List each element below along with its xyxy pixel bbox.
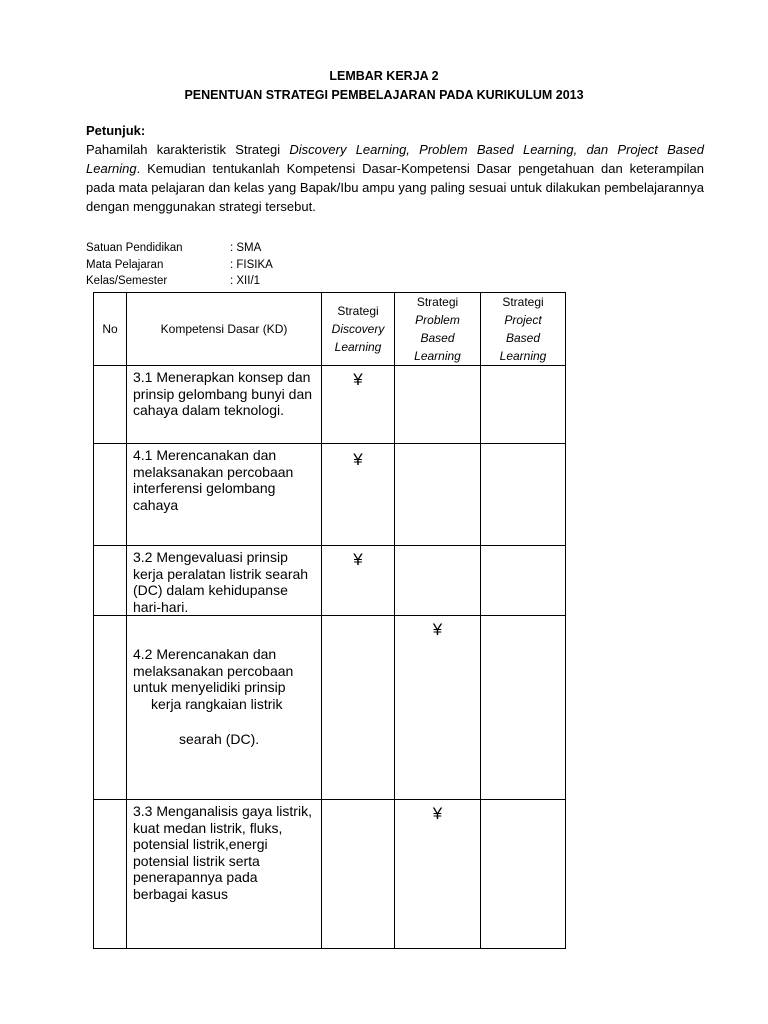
kd-cell [127, 546, 322, 616]
subject-label: Mata Pelajaran [86, 259, 164, 271]
problem-based-cell [395, 366, 481, 444]
discovery-cell [322, 546, 395, 616]
discovery-cell [322, 616, 395, 800]
header-no: No [94, 293, 127, 366]
table-header-row [94, 293, 566, 366]
problem-based-cell [395, 800, 481, 949]
subject-value: : FISIKA [230, 259, 273, 271]
check-mark: ¥ [432, 620, 443, 639]
table-row [94, 800, 566, 949]
project-based-cell [481, 616, 566, 800]
class-semester-label: Kelas/Semester [86, 275, 168, 287]
class-semester-value: : XII/1 [230, 275, 261, 287]
kd-text: 3.2 Mengevaluasi prinsip kerja peralatan listrik searah (DC) dalam kehidupanse hari-hari. [133, 549, 309, 615]
kd-cell [127, 616, 322, 800]
header-discovery: Strategi Discovery Learning [322, 293, 395, 366]
instructions-heading: Petunjuk: [86, 123, 146, 138]
discovery-cell [322, 800, 395, 949]
project-based-cell [481, 366, 566, 444]
check-mark: ¥ [432, 804, 443, 823]
table-row [94, 444, 566, 546]
kd-text: 3.1 Menerapkan konsep dan prinsip gelombang bunyi dan cahaya dalam teknologi. [133, 369, 313, 418]
school-level-value: : SMA [230, 242, 262, 254]
problem-based-cell [395, 444, 481, 546]
row-number-cell [94, 616, 127, 800]
kd-text: 4.1 Merencanakan dan melaksanakan percobaan interferensi gelombang cahaya [133, 447, 294, 513]
kd-cell [127, 444, 322, 546]
row-number-cell [94, 546, 127, 616]
table-row [94, 366, 566, 444]
kd-text: 4.2 Merencanakan dan melaksanakan percobaan untuk menyelidiki prinsip kerja rangkaian listrik searah (DC). [133, 646, 294, 747]
check-mark: ¥ [353, 450, 363, 469]
project-based-cell [481, 444, 566, 546]
instructions-text: Pahamilah karakteristik Strategi Discovery Learning, Problem Based Learning, dan Project Based Learning. Kemudian tentukanlah Kompetensi Dasar-Kompetensi Dasar pengetahuan dan keterampilan pada mata pelajaran dan kelas yang Bapak/Ibu ampu yang paling sesuai untuk dilakukan pembelajarannya dengan menggunakan strategi tersebut. [86, 142, 704, 214]
worksheet-number-title: LEMBAR KERJA 2 [329, 69, 439, 83]
check-mark: ¥ [353, 550, 363, 569]
check-mark: ¥ [353, 370, 363, 389]
problem-based-cell [395, 546, 481, 616]
table-row [94, 546, 566, 616]
row-number-cell [94, 366, 127, 444]
row-number-cell [94, 800, 127, 949]
header-project-based: Strategi Project Based Learning [481, 293, 566, 366]
school-level-row [86, 242, 261, 254]
problem-based-cell [395, 616, 481, 800]
project-based-cell [481, 546, 566, 616]
header-problem-based: Strategi Problem Based Learning [395, 293, 481, 366]
subject-row [86, 259, 273, 271]
class-semester-row [86, 275, 260, 287]
school-level-label: Satuan Pendidikan [86, 242, 183, 254]
header-kd: Kompetensi Dasar (KD) [127, 293, 322, 366]
discovery-cell [322, 366, 395, 444]
kd-cell [127, 800, 322, 949]
row-number-cell [94, 444, 127, 546]
kd-cell [127, 366, 322, 444]
kd-text: 3.3 Menganalisis gaya listrik, kuat medan listrik, fluks, potensial listrik,energi potensial listrik serta penerapannya pada berbagai kasus [133, 803, 312, 902]
discovery-cell [322, 444, 395, 546]
table-row [94, 616, 566, 800]
competency-strategy-table [93, 292, 566, 949]
worksheet-main-title: PENENTUAN STRATEGI PEMBELAJARAN PADA KURIKULUM 2013 [184, 88, 584, 102]
project-based-cell [481, 800, 566, 949]
